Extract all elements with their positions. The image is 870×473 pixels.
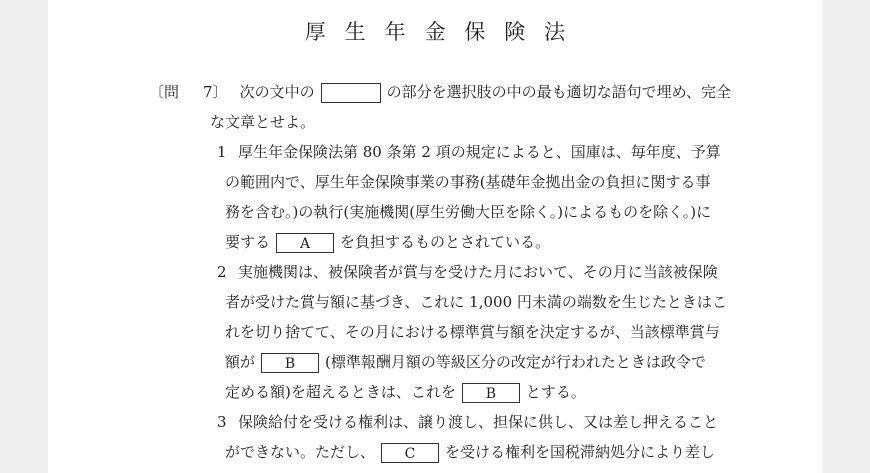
item-2-line-2: 者が受けた賞与額に基づき、これに 1,000 円未満の端数を生じたときはこ [225, 293, 727, 311]
item-2-line-3: れを切り捨てて、その月における標準賞与額を決定するが、当該標準賞与 [225, 323, 720, 341]
item-1-line-2: の範囲内で、厚生年金保険事業の事務(基礎年金拠出金の負担に関する事 [225, 173, 711, 191]
intro-text-after: の部分を選択肢の中の最も適切な語句で埋め、完全 [386, 83, 731, 101]
item-2-number: 2 [217, 263, 227, 281]
item-3-line-2 [225, 440, 715, 464]
item-2-line-5 [225, 380, 586, 404]
item-2-line-5-before: 定める額)を超えるときは、これを [225, 383, 456, 401]
item-2-line-5-after: とする。 [525, 383, 586, 401]
question-label-num: 7〕 [203, 83, 228, 101]
item-3-line-2-before: ができない。ただし、 [225, 443, 376, 461]
document-page [48, 0, 822, 473]
item-1-line-1: 厚生年金保険法第 80 条第 2 項の規定によると、国庫は、毎年度、予算 [238, 143, 721, 161]
item-1-line-4-before: 要する [225, 233, 271, 251]
item-1-number: 1 [217, 143, 227, 161]
item-1-line-4 [225, 230, 550, 254]
page-title: 厚生年金保険法 [304, 20, 585, 44]
item-3-line-2-after: を受ける権利を国税滞納処分により差し [445, 443, 716, 461]
blank-box-b-2: B [462, 383, 520, 403]
item-2-line-1: 実施機関は、被保険者が賞与を受けた月において、その月に当該被保険 [238, 263, 718, 281]
intro-text-before: 次の文中の [239, 83, 315, 101]
question-intro-line [149, 80, 731, 104]
blank-box-b: B [261, 353, 319, 373]
item-2-line-4-after: (標準報酬月額の等級区分の改定が行われたときは政令で [325, 353, 706, 371]
blank-box-a: A [276, 233, 334, 253]
question-label-open: 〔問 [149, 83, 180, 101]
item-2-line-4-before: 額が [225, 353, 256, 371]
item-2-line-4 [225, 350, 706, 374]
item-3-number: 3 [217, 413, 227, 431]
intro-line-2: な文章とせよ。 [210, 113, 316, 131]
item-1-line-3: 務を含む。)の執行(実施機関(厚生労働大臣を除く。)によるものを除く。)に [225, 203, 712, 221]
intro-blank-box [321, 83, 381, 103]
item-1-line-4-after: を負担するものとされている。 [340, 233, 551, 251]
item-3-line-1: 保険給付を受ける権利は、譲り渡し、担保に供し、又は差し押えること [238, 413, 719, 431]
blank-box-c: C [381, 443, 439, 463]
